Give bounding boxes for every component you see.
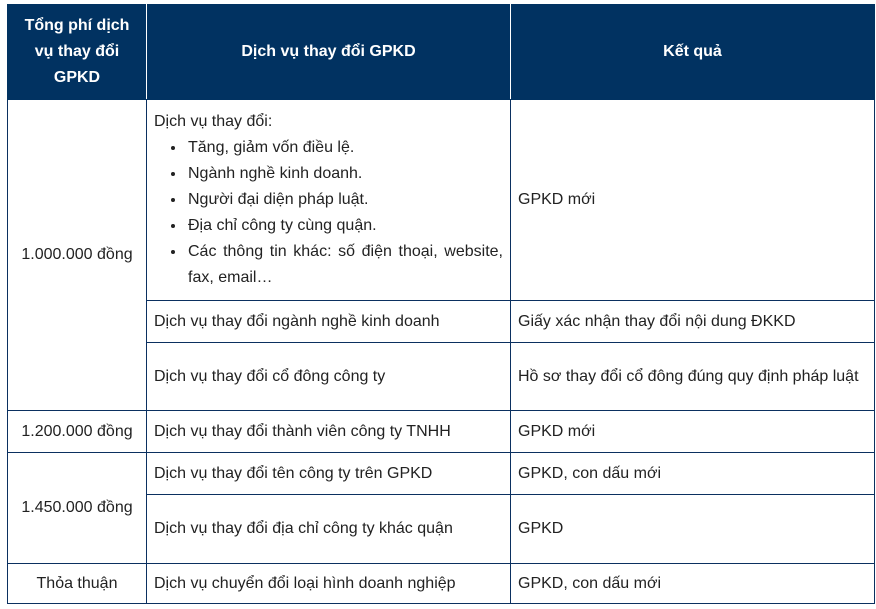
header-service: Dịch vụ thay đổi GPKD xyxy=(147,5,511,100)
table-row xyxy=(8,564,875,604)
service-list-item: • Các thông tin khác: số điện thoại, website, fax, email… xyxy=(186,239,503,291)
service-list xyxy=(154,135,503,291)
service-list-item: • Người đại diện pháp luật. xyxy=(186,187,503,213)
price-cell: 1.450.000 đồng xyxy=(8,453,147,564)
header-result: Kết quả xyxy=(511,5,875,100)
service-intro: Dịch vụ thay đổi: xyxy=(154,113,273,130)
service-cell: Dịch vụ thay đổi cổ đông công ty xyxy=(147,343,511,411)
result-cell: GPKD mới xyxy=(511,411,875,453)
service-list-item: • Tăng, giảm vốn điều lệ. xyxy=(186,135,503,161)
result-cell: GPKD, con dấu mới xyxy=(511,564,875,604)
price-cell: 1.200.000 đồng xyxy=(8,411,147,453)
service-fee-table xyxy=(7,4,875,604)
price-cell: Thỏa thuận xyxy=(8,564,147,604)
service-cell: Dịch vụ chuyển đổi loại hình doanh nghiệp xyxy=(147,564,511,604)
result-cell: Hồ sơ thay đổi cổ đông đúng quy định pháp luật xyxy=(511,343,875,411)
result-cell: GPKD mới xyxy=(511,100,875,301)
service-list-item: • Địa chỉ công ty cùng quận. xyxy=(186,213,503,239)
price-value: 1.000.000 đồng xyxy=(21,246,133,263)
service-cell xyxy=(147,100,511,301)
result-cell: GPKD xyxy=(511,495,875,564)
header-row xyxy=(8,5,875,100)
table-row xyxy=(8,100,875,301)
table-row xyxy=(8,411,875,453)
result-cell: Giấy xác nhận thay đổi nội dung ĐKKD xyxy=(511,301,875,343)
fee-table-container xyxy=(7,4,875,604)
service-cell: Dịch vụ thay đổi tên công ty trên GPKD xyxy=(147,453,511,495)
result-cell: GPKD, con dấu mới xyxy=(511,453,875,495)
service-cell: Dịch vụ thay đổi thành viên công ty TNHH xyxy=(147,411,511,453)
service-cell: Dịch vụ thay đổi ngành nghề kinh doanh xyxy=(147,301,511,343)
service-cell: Dịch vụ thay đổi địa chỉ công ty khác quận xyxy=(147,495,511,564)
price-cell xyxy=(8,100,147,411)
table-row xyxy=(8,453,875,495)
header-total-fee: Tổng phí dịch vụ thay đổi GPKD xyxy=(8,5,147,100)
service-list-item: • Ngành nghề kinh doanh. xyxy=(186,161,503,187)
